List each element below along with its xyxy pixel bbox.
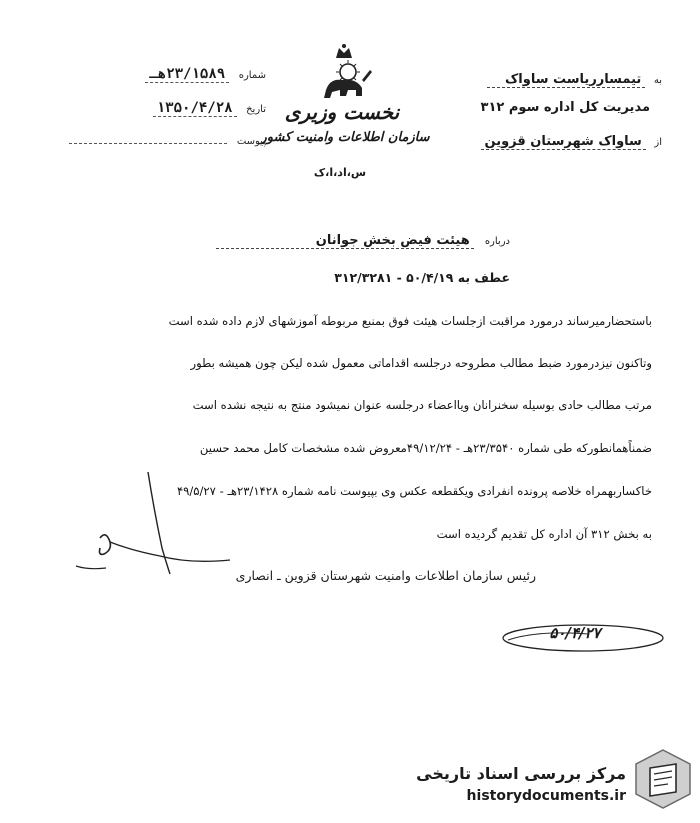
subject-value: هیئت فیض بخش جوانان <box>216 233 474 249</box>
attachment-row <box>56 134 266 147</box>
org-subtitle: سازمان اطلاعات وامنیت کشور <box>260 130 430 145</box>
subject-label: درباره <box>484 236 510 247</box>
from-value: ساواک شهرستان قزوین <box>481 134 646 150</box>
body-line-4: ضمناًهمانطورکه طی شماره ۲۳/۳۵۴۰هـ - ۴۹/۱۲/۲۴معروض شده مشخصات کامل محمد حسین <box>199 441 652 455</box>
to-sub-row <box>481 100 650 115</box>
from-row <box>481 134 663 150</box>
lion-and-sun-emblem-icon <box>312 40 376 104</box>
watermark-url: historydocuments.ir <box>466 788 626 804</box>
body-line-5: خاکساربهمراه خلاصه پرونده انفرادی ویکقطعه عکس وی بپیوست نامه شماره ۲۳/۱۴۲۸هـ - ۴۹/۵/۲۷ <box>176 484 652 498</box>
number-row <box>56 66 266 82</box>
date-value: ۱۳۵۰/۴/۲۸ <box>153 100 237 117</box>
body-line-6: به بخش ۳۱۲ آن اداره کل تقدیم گردیده است <box>436 527 652 541</box>
to-value: تیمسارریاست ساواک <box>487 72 645 88</box>
date-label: تاریخ <box>246 104 266 115</box>
signature-line: رئیس سازمان اطلاعات وامنیت شهرستان قزوین ـ انصاری <box>235 568 536 583</box>
reference-line: عطف به ۵۰/۴/۱۹ - ۳۱۲/۳۲۸۱ <box>334 270 510 285</box>
watermark-name: مرکز بررسی اسناد تاریخی <box>416 764 626 783</box>
number-value: ۲۳/۱۵۸۹هـ <box>145 66 229 83</box>
to-row <box>487 72 662 88</box>
from-label: از <box>654 137 662 148</box>
org-code: س،اد،ا،ک <box>313 166 367 179</box>
date-row <box>56 100 266 116</box>
body-line-2: وتاکنون نیزدرمورد ضبط مطالب مطروحه درجلسه اقداماتی معمول شده لیکن چون همیشه بطور <box>190 356 652 370</box>
history-documents-logo-icon <box>632 746 694 812</box>
to-label: به <box>653 75 662 86</box>
attachment-value <box>69 143 227 144</box>
body-line-3: مرتب مطالب حادی بوسیله سخنرانان ویااعضاء درجلسه عنوان نمیشود منتج به نتیجه نشده است <box>192 398 652 412</box>
to-sub-value: مدیریت کل اداره سوم ۳۱۲ <box>480 100 650 115</box>
stamp-date: ۵۰/۴/۲۷ <box>549 624 601 642</box>
body-line-1: باستحضارمیرساند درمورد مراقبت ازجلسات هیئت فوق بمنبع مربوطه آموزشهای لازم داده شده است <box>168 314 652 328</box>
attachment-label: پیوست <box>236 136 266 147</box>
subject-row <box>216 229 510 249</box>
org-title: نخست وزیری <box>284 100 400 124</box>
watermark <box>396 740 700 823</box>
number-label: شماره <box>238 70 266 81</box>
